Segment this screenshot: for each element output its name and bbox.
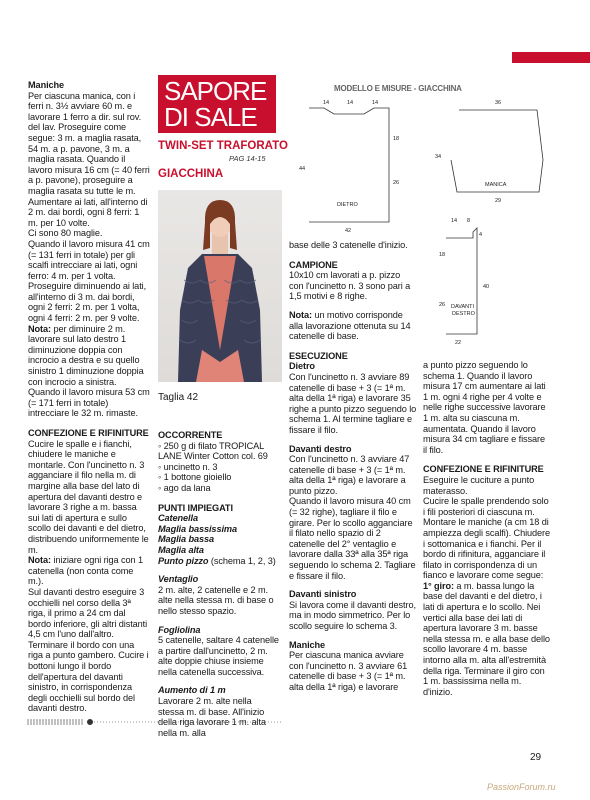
davanti-dim-t1: 14	[451, 218, 458, 224]
davanti-dim-bottom: 22	[455, 340, 462, 346]
confezione-text-3: Eseguire le cuciture a punto materasso.	[423, 474, 535, 496]
campione-nota: Nota: un motivo corrisponde alla lavorazione ottenuta su 14 catenelle di base.	[289, 309, 411, 342]
occorrente-item: ◦ uncinetto n. 3	[158, 461, 218, 472]
maniche-nota: Nota: per diminuire 2 m. lavorare sul lato destro 1 diminuzione doppia con incrocio a destra e su quello sinistro 1 diminuzione doppia con incrocio a sinistra.	[28, 323, 144, 387]
watermark: PassionForum.ru	[487, 782, 556, 792]
esecuzione-heading: ESECUZIONE	[289, 350, 348, 361]
dietro-dim-t3: 14	[372, 100, 379, 106]
occorrente-item: ◦ ago da lana	[158, 482, 211, 493]
occorrente-list	[158, 441, 280, 494]
davanti-dim-r1: 4	[479, 232, 483, 238]
punti-heading: PUNTI IMPIEGATI	[158, 502, 233, 513]
maniche-continued: a punto pizzo seguendo lo schema 1. Quando il lavoro misura 17 cm aumentare ai lati 1 m. ogni 4 righe per 4 volte e nelle righe successive lavorare 1 m. alta su ciascuna m. aumentata. Quando il lavoro misura 34 cm tagliare e fissare il filo.	[423, 360, 546, 455]
giro-text: 1° giro: a m. bassa lungo la base del davanti e del dietro, i lati di apertura e lo scollo. Nei vertici alla base dei lati di apertura lavorare 3 m. basse nella stessa m. e alla base dello scollo lavorare 4 m. basse intorno alla m. alta all'estremità della riga. Terminare il giro con 1 m. bassissima nella m. d'inizio.	[423, 580, 550, 697]
column-execution	[289, 240, 417, 693]
confezione-heading-2: CONFEZIONE E RIFINITURE	[423, 464, 544, 475]
maniche-count: Ci sono 80 maglie.	[28, 228, 103, 239]
davanti-destro-text: Con l'uncinetto n. 3 avviare 47 catenelle di base + 3 (= 1ª m. alta della 1ª riga) e lavorare a punto pizzo.	[289, 454, 410, 496]
davanti-destro-heading: Davanti destro	[289, 443, 352, 454]
column-materials	[158, 430, 280, 738]
punti-list	[158, 513, 280, 555]
manica-label: MANICA	[485, 182, 507, 188]
punto-item: Catenella	[158, 513, 198, 524]
davanti-sinistro-text: Si lavora come il davanti destro, ma in modo simmetrico. Per lo scollo seguire lo schema 3.	[289, 599, 416, 631]
punto-pizzo-line: Punto pizzo (schema 1, 2, 3)	[158, 555, 276, 566]
title-line-2: DI SALE	[164, 102, 257, 132]
diagram-title: MODELLO E MISURE - GIACCHINA	[334, 84, 462, 93]
model-photo	[158, 190, 282, 382]
page-reference: PAG 14-15	[229, 154, 266, 163]
maniche-crochet-heading: Maniche	[289, 639, 326, 650]
occorrente-item: ◦ 250 g di filato TROPICAL LANE Winter Cotton col. 69	[158, 440, 268, 462]
dietro-label: DIETRO	[337, 202, 358, 208]
confezione-text-4: Cucire le spalle prendendo solo i fili posteriori di ciascuna m. Montare le maniche (a cm 18 di ampiezza degli scalfi). Chiudere i sottomanica e i fianchi. Per il bordo di rifinitura, agganciare il filato in corrispondenza di un fianco e lavorare come segue:	[423, 496, 551, 581]
maniche-text: Per ciascuna manica, con i ferri n. 3½ avviare 60 m. e lavorare 1 ferro a dir. sul rov. del lav. Proseguire come segue: 3 m. a maglia rasata, 54 m. a p. pavone, 3 m. a maglia rasata. Quando il lavoro misura 16 cm (= 40 ferri a p. pavone), proseguire a maglia rasata su tutte le m. Aumentare ai lati, all'interno di 2 m. dai bordi, ogni 8 ferri: 1 m. per 10 volte.	[28, 90, 150, 228]
confezione-text-2: Sul davanti destro eseguire 3 occhielli nel corso della 3ª riga, il primo a 24 cm dal bordo inferiore, gli altri distanti 4,5 cm l'uno dall'altro. Terminare il bordo con una riga a punto gambero. Cucire i bottoni lungo il bordo dell'apertura del davanti sinistro, in corrispondenza degli occhielli sul bordo del davanti destro.	[28, 586, 149, 714]
punto-item: Maglia alta	[158, 544, 204, 555]
fogliolina-heading: Fogliolina	[158, 624, 201, 635]
aumento-text: Lavorare 2 m. alte nella stessa m. di base. All'inizio della riga lavorare 1 m. alta nella m. alla	[158, 696, 266, 738]
davanti-sinistro-heading: Davanti sinistro	[289, 589, 357, 600]
manica-dim-left: 34	[435, 154, 442, 160]
davanti-dim-l2: 26	[439, 302, 446, 308]
davanti-dim-t2: 8	[467, 218, 471, 224]
davanti-destro-text-2: Quando il lavoro misura 40 cm (= 32 righe), tagliare il filo e girare. Per lo scollo agganciare il filato nello spazio di 2 catenelle del 2° ventaglio e lavorare dalla 33ª alla 35ª riga seguendo lo schema 2. Tagliare e fissare il filo.	[289, 496, 416, 581]
column-finishing	[423, 360, 551, 697]
aumento-heading: Aumento di 1 m	[158, 685, 226, 696]
punto-item: Maglia bassa	[158, 534, 214, 545]
davanti-dim-r2: 40	[483, 284, 490, 290]
dietro-dim-t1: 14	[323, 100, 330, 106]
column-maniche	[28, 80, 150, 714]
ventaglio-text: 2 m. alte, 2 catenelle e 2 m. alte nella stessa m. di base o nello stesso spazio.	[158, 584, 274, 616]
page-number: 29	[530, 752, 542, 763]
dietro-dim-t2: 14	[347, 100, 354, 106]
dietro-text: Con l'uncinetto n. 3 avviare 89 catenelle di base + 3 (= 1ª m. alta della 1ª riga) e lavorare 35 righe a punto pizzo seguendo lo schema 1. Al termine tagliare e fissare il filo.	[289, 371, 417, 435]
davanti-label-1: DAVANTI	[451, 304, 475, 310]
davanti-label-2: DESTRO	[452, 311, 475, 317]
maniche-end-text: Quando il lavoro misura 53 cm (= 171 ferri in totale) intrecciare le 32 m. rimaste.	[28, 387, 150, 419]
aumento-continued: base delle 3 catenelle d'inizio.	[289, 240, 408, 250]
top-margin	[0, 0, 590, 48]
maniche-scalfi-text: Quando il lavoro misura 41 cm (= 131 ferri in totale) per gli scalfi intrecciare ai lati, ogni ferro: 4 m. per 1 volta. Proseguire diminuendo ai lati, all'interno di 3 m. dai bordi, ogni 2 ferri: 2 m. per 1 volta, ogni 4 ferri: 2 m. per 9 volte.	[28, 238, 150, 324]
title-box	[158, 75, 276, 133]
manica-dim-top: 36	[495, 100, 502, 106]
maniche-crochet-text: Per ciascuna manica avviare con l'uncinetto n. 3 avviare 61 catenelle di base + 3 (= 1ª m. alta della 1ª riga) e lavorare	[289, 650, 408, 692]
campione-heading: CAMPIONE	[289, 259, 338, 270]
punto-item: Maglia bassissima	[158, 523, 237, 534]
decorative-bar	[28, 718, 283, 726]
dietro-dim-left: 44	[299, 166, 306, 172]
red-page-tab	[512, 52, 590, 63]
subtitle: TWIN-SET TRAFORATO	[158, 140, 288, 152]
fogliolina-text: 5 catenelle, saltare 4 catenelle a partire dall'uncinetto, 2 m. alte doppie chiuse insieme nella catenella successiva.	[158, 635, 279, 677]
manica-dim-bottom: 29	[495, 198, 502, 204]
dietro-heading: Dietro	[289, 361, 315, 372]
confezione-text-1: Cucire le spalle e i fianchi, chiudere le maniche e montarle. Con l'uncinetto n. 3 agganciare il filo nella m. di margine alla base del lato di apertura del davanti destro e lavorare 3 righe a m. bassa sui lati di apertura e sullo scollo dei davanti e del dietro, distribuendo uniformemente le m.	[28, 438, 149, 555]
dietro-dim-r2: 26	[393, 180, 400, 186]
confezione-heading-1: CONFEZIONE E RIFINITURE	[28, 428, 149, 438]
occorrente-item: ◦ 1 bottone gioiello	[158, 472, 232, 483]
campione-text: 10x10 cm lavorati a p. pizzo con l'uncinetto n. 3 sono pari a 1,5 motivi e 8 righe.	[289, 270, 411, 302]
davanti-dim-l1: 18	[439, 252, 446, 258]
size-label: Taglia 42	[158, 392, 199, 403]
dietro-dim-bottom: 42	[345, 228, 352, 234]
occorrente-heading: OCCORRENTE	[158, 430, 223, 440]
ventaglio-heading: Ventaglio	[158, 574, 199, 585]
confezione-nota-1: Nota: iniziare ogni riga con 1 catenella (non conta come m.).	[28, 555, 143, 587]
title-line-1: SAPORE	[164, 76, 267, 106]
dietro-dim-r1: 18	[393, 136, 400, 142]
maniche-heading: Maniche	[28, 80, 65, 90]
section-title: GIACCHINA	[158, 168, 224, 180]
